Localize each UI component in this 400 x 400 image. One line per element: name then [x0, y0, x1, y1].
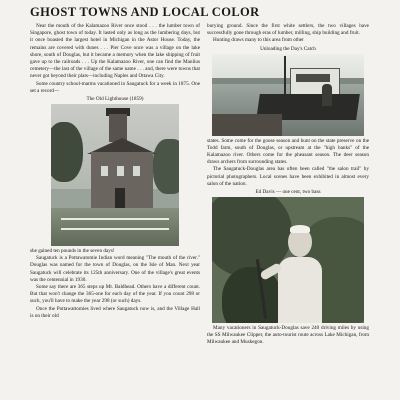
article-paragraph: burying ground. Since the first white settlers, the two villages have successfully gone through eras of lumber, milling, ship building and fruit. — [207, 23, 369, 37]
right-column — [207, 23, 369, 347]
left-column — [30, 23, 200, 320]
photo-caption: Ed Davis — one cent, two bass — [255, 189, 321, 196]
page-title: GHOST TOWNS AND LOCAL COLOR — [30, 5, 260, 19]
photo-caption: The Old Lighthouse (1859) — [86, 96, 144, 103]
boat-photo — [212, 54, 364, 136]
photo-caption: Unloading the Day's Catch — [260, 45, 316, 52]
article-paragraph: Once the Pottawattomies lived where Saugatuck now is, and the Village Hall is on their old — [30, 305, 200, 319]
article-paragraph: The Saugatuck-Douglas area has often been called "the salon trail" by pictorial photographers. Local scenes have been exhibited in almost every salon of the nation. — [207, 166, 369, 187]
article-paragraph: Some country school-marms vacationed in Saugatuck for a week in 1875. One set a record— — [30, 80, 200, 94]
article-paragraph: Hunting draws many to this area from other — [213, 37, 304, 44]
article-paragraph: Saugatuck is a Pottawatomie Indian word meaning "The mouth of the river." Douglas was named for the town of Douglas, on the Isle of Man. Next year Saugatuck will celebrate its 125th anniversary. One of the village's great events was the centennial in 1930. — [30, 255, 200, 283]
lighthouse-photo — [51, 104, 179, 246]
article-paragraph: states. Some come for the goose season and hunt on the state preserve on the Todd farm, south of Douglas, or upstream at the "high banks" of the Kalamazoo river. Others come for the pheasant season. The deer season draws archers from surrounding states. — [207, 137, 369, 166]
article-paragraph: Some say there are 365 steps up Mt. Baldhead. Others have a different count. But that won't change the 365-one for each day of the year. If you count 298 or such, you'll have to make the year 298 (or such) days. — [30, 284, 200, 305]
portrait-photo — [212, 197, 364, 323]
article-paragraph: Near the mouth of the Kalamazoo River once stood . . . the lumber town of Singapore, ghost town of today. It lasted only as long as the lumbering days, but it once boasted the largest hotel in Michigan in the Astor House. Today, the remains are covered with dunes . . . Pier Cove once was a village on the lake shore, south of Douglas, but it became a memory when the lake shipping of fruit gave up to the railroads . . . Up the Kalamazoo River, one can find the Manlius cemetery—the last of the village of the same name . . . and, there were towns that never got beyond their plats—including Naples and Ottawa City. — [30, 23, 200, 80]
article-paragraph: she gained ten pounds in the seven days! — [30, 248, 115, 255]
article-paragraph: Many vacationers in Saugatuck-Douglas save 240 driving miles by using the SS Milwaukee Clipper, the auto-tourist route across Lake Michigan, from Milwaukee and Muskegon. — [207, 325, 369, 346]
